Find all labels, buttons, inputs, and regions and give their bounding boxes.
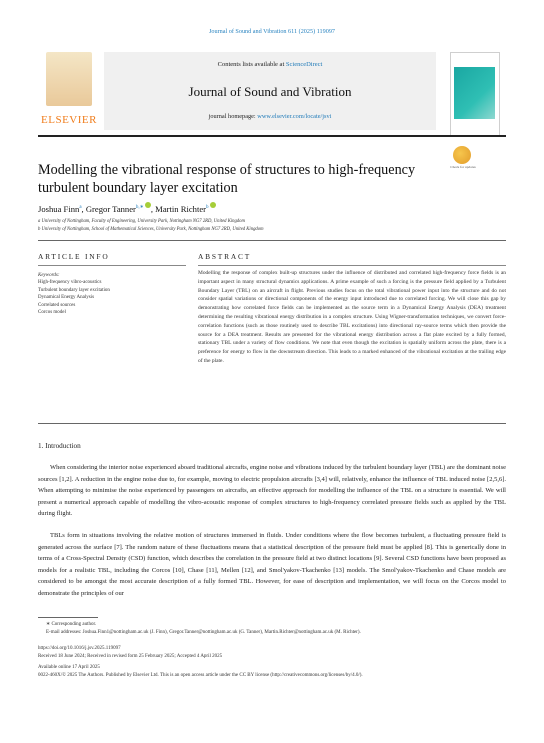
intro-paragraph-2: TBLs form in situations involving the relative motion of structures immersed in fluids. Under conditions where the flow becomes turbulent, a fluctuating pressure field is generated across the surface [7]. The random nature of these fluctuations means that a statistical description of the pressure field must be applied [8]. This is generically done in terms of a Cross-Spectral Density (CSD) function, which describes the correlation in the pressure field at two distinct locations [9]. Several CSD functions have been proposed as models for a realistic TBL, including the Corcos [10], Chase [11], Mellen [12], and Smol'yakov-Tkachenko [13] models. The Smol'yakov-Tkachenko and Chase models are considered to be amongst the most accurate description of a fully formed TBL. However, for ease of description and implementation, we will focus on the Corcos model to demonstrate the principles of our [38,532,506,597]
author-name[interactable]: Martin Richter [155,203,207,214]
received-dates: Received 18 June 2024; Received in revised form 25 February 2025; Accepted 4 April 2025 [38,654,223,659]
keyword-item: Corcos model [38,310,66,316]
section-divider [38,240,506,241]
sciencedirect-link[interactable]: ScienceDirect [285,61,323,68]
author-affil-mark: b [206,205,209,210]
check-updates-icon [453,146,471,164]
author-affil-mark: b,∗ [135,205,144,210]
affiliation-a: a University of Nottingham, Faculty of Engineering, University Park, Nottingham NG7 2RD, United Kingdom [38,219,245,224]
journal-citation[interactable]: Journal of Sound and Vibration 611 (2025) 119097 [208,28,336,35]
author-name[interactable]: Joshua Finn [38,203,80,214]
article-info-heading: ARTICLE INFO [38,252,110,261]
keyword-item: Dynamical Energy Analysis [38,295,95,301]
keywords-block [38,272,186,316]
email-addresses: E-mail addresses: Joshua.Finn1@nottingham.ac.uk (J. Finn), Gregor.Tanner@nottingham.ac.uk (G. Tanner), Martin.Richter@nottingham.ac.uk (M. Richter). [46,630,361,635]
elsevier-logo [38,52,100,132]
introduction-heading: 1. Introduction [38,442,81,450]
orcid-icon[interactable] [210,202,216,208]
footnote-divider [38,617,98,618]
doi-link[interactable]: https://doi.org/10.1016/j.jsv.2025.119097 [38,646,121,651]
header-divider [38,135,506,137]
journal-name: Journal of Sound and Vibration [188,84,352,99]
keyword-item: High-frequency vibro-acoustics [38,280,102,286]
abstract-text: Modelling the response of complex built-up structures under the influence of distributed and correlated high-frequency force fields is an important aspect in many structural dynamics applications. A prime example of such a forcing is the pressure field applied by a Turbulent Boundary Layer (TBL) on an aircraft in flight. Previous studies focus on the total vibrational power input into the structure and do not consider spatial variations or directional components of the energy input introduced due to correlated forcing. We will close this gap by demonstrating how correlated force fields can be implemented as the source term in a Dynamical Energy Analysis (DEA) treatment determining the resulting vibrational energy distribution in a complex structure. Using Wigner-transformation techniques, we convert force-correlation functions (such as those routinely used to describe TBL excitations) into directional ray-source terms which then provide the source for a DEA treatment. Results are presented for the vibrational energy distribution across a flat plate excited by a fully formed, stationary TBL under a variety of flow conditions. We note that even though the excitation is spatially uniform across the plate, there is a preference for energy to flow in the downstream direction. This leads to a marked enhanced of the vibrational excitation at the trailing edge of the plate. [198,270,506,364]
check-updates-label: Check for updates [450,165,476,169]
abstract-heading: ABSTRACT [198,252,252,261]
journal-cover-thumbnail[interactable] [450,52,500,136]
affiliation-b: b University of Nottingham, School of Mathematical Sciences, University Park, Nottingham NG7 2RD, United Kingdom [38,227,264,232]
contents-prefix: Contents lists available at [217,61,286,68]
author-list: Joshua Finn$^a$, Gregor Tanner$^{b,∗}$ , Martin Richter$^b$ [38,202,216,214]
homepage-prefix: journal homepage: [208,113,258,120]
available-online: Available online 17 April 2025 [38,665,100,670]
elsevier-tree-icon [46,52,92,106]
keyword-item: Turbulent boundary layer excitation [38,287,110,293]
author-affil-mark: a [79,205,82,210]
homepage-link[interactable]: www.elsevier.com/locate/jsvi [257,113,332,120]
author-name[interactable]: Gregor Tanner [85,203,136,214]
abstract-rule [198,265,506,266]
keywords-label: Keywords: [38,273,60,278]
license-statement: 0022-460X/© 2025 The Authors. Published by Elsevier Ltd. This is an open access article under the CC BY license (http://creativecommons.org/licenses/by/4.0/). [38,673,363,678]
check-for-updates-badge[interactable] [450,146,476,176]
corresponding-author-note: ∗ Corresponding author. [46,622,97,627]
article-title: Modelling the vibrational response of structures to high-frequency turbulent boundary layer excitation [38,162,416,196]
publisher-name: ELSEVIER [41,114,97,126]
keyword-item: Correlated sources [38,302,76,308]
article-info-rule [38,265,186,266]
contents-line [104,61,436,68]
intro-paragraph-1: When considering the interior noise experienced aboard traditional aircrafts, engine noise and vibrations induced by the turbulent boundary layer (TBL) are the dominant noise sources [1,2]. A reduction in the engine noise due to, for example, moving to electric propulsion aircrafts [3,4] will, relatively, enhance the influence of TBL induced noise [2,5,6]. When attempting to minimise the noise experienced by passengers on aircrafts, an effective approach for modelling the influence of the TBL on a structure is essential. We will present a numerical approach capable of modelling the vibro-acoustic response of complex structures to high-frequency correlated pressure fields such as applied by the TBL during flight. [38,464,506,518]
abstract-end-divider [38,423,506,424]
homepage-line [104,113,436,120]
cover-image [454,67,495,119]
orcid-icon[interactable] [145,202,151,208]
